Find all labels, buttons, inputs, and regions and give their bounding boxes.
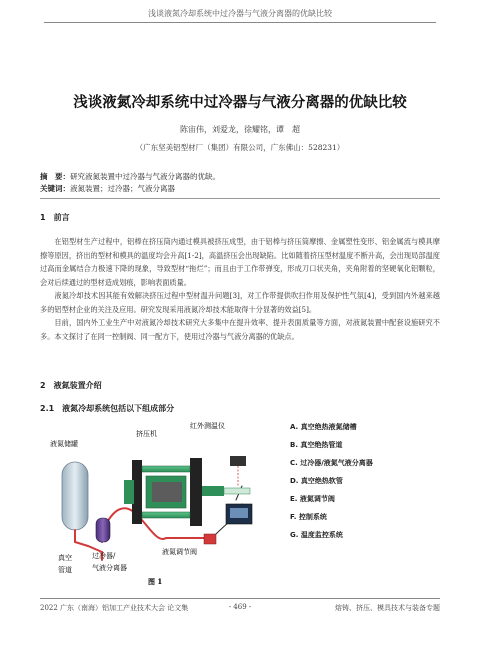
authors: 陈宙伟，刘爱龙，徐耀铭，谭 超 <box>180 125 300 134</box>
paper-title: 浅谈液氮冷却系统中过冷器与气液分离器的优缺比较 <box>73 95 407 111</box>
intro-paragraph-1: 在铝型材生产过程中，铝棒在挤压筒内通过模具被挤压成型，由于铝棒与挤压筒摩擦、金属塑性变形、铝金属流与模具摩擦等原因，挤出的型材和模具的温度均会升高[1-2]，高温挤压会出现缺陷。比如随着挤压型材温度不断升高，会出现局部温度过高而金属结合力极速下降的现象，导致型材“拖烂”；而且由于工作带弹变，形成刀口状夹角，夹角附着的坚硬氧化铝颗粒，会对后续通过的型材造成划痕，影响表面质量。 <box>40 237 440 287</box>
footer-left: 2022 广东（南海）铝加工产业技术大会 论文集 <box>40 604 189 612</box>
intro-paragraph-2: 液氮冷却技术因其能有效解决挤压过程中型材温升问题[3]，对工作带提供吹扫作用及保护性气氛[4]，受到国内外越来越多的铝型材企业的关注及应用。研究发现采用液氮冷却技术能取得十分显著的效益[5]。 <box>40 291 440 314</box>
section-heading-2-1: 2.1 液氮冷却系统包括以下组成部分 <box>40 404 175 413</box>
section-heading-1: 1 前言 <box>40 213 70 222</box>
liquid-nitrogen-tank <box>62 462 88 530</box>
keywords-text: 液氮装置；过冷器；气液分离器 <box>70 184 175 193</box>
label-separator-1: 过冷器/ <box>92 552 116 560</box>
legend-item-c: C. 过冷器/液氮气液分离器 <box>290 459 373 467</box>
running-header: 浅谈液氮冷却系统中过冷器与气液分离器的优缺比较 <box>148 9 332 18</box>
legend-item-d: D. 真空绝热软管 <box>290 477 343 485</box>
abstract-label: 摘 要： <box>40 172 70 181</box>
separator-vessel <box>96 518 110 542</box>
page-number: - 469 - <box>228 603 252 611</box>
label-ir: 红外测温仪 <box>190 422 225 430</box>
header-rule <box>44 22 436 23</box>
label-tank: 液氮储罐 <box>50 440 78 448</box>
figure-caption: 图 1 <box>148 577 163 586</box>
label-press: 挤压机 <box>136 430 157 438</box>
section-heading-2: 2 液氮装置介绍 <box>40 381 102 390</box>
label-valve: 液氮调节阀 <box>162 548 197 556</box>
infrared-thermometer <box>230 456 246 486</box>
liquid-nitrogen-system-diagram <box>40 418 280 590</box>
label-vacuum-pipe-2: 管道 <box>58 566 72 574</box>
liquid-nitrogen-valve <box>204 534 216 544</box>
keywords-label: 关键词： <box>40 184 70 193</box>
intro-paragraph-3: 目前，国内外工业生产中对液氮冷却技术研究大多集中在提升效率、提升表面质量等方面，对液氮装置中配套设施研究不多。本文探讨了在同一控制阀、同一配方下，使用过冷器与气液分离器的优缺点。 <box>40 318 440 341</box>
legend-item-e: E. 液氮调节阀 <box>290 495 335 503</box>
abstract-line <box>40 171 440 183</box>
affiliation: （广东坚美铝型材厂（集团）有限公司，广东佛山：528231） <box>135 143 345 152</box>
label-vacuum-pipe-1: 真空 <box>58 554 72 562</box>
footer-rule <box>40 598 440 599</box>
footer-right: 熔铸、挤压、模具技术与装备专题 <box>335 604 440 612</box>
abstract-rule <box>40 198 440 199</box>
legend-item-f: F. 控制系统 <box>290 513 327 521</box>
legend-item-a: A. 真空绝热液氮储槽 <box>290 423 357 431</box>
figure-legend <box>290 422 440 548</box>
legend-item-b: B. 真空绝热管道 <box>290 441 343 449</box>
label-separator-2: 气液分离器 <box>92 564 127 572</box>
control-system-box <box>226 504 252 524</box>
legend-item-g: G. 温度监控系统 <box>290 531 343 539</box>
intro-body <box>40 235 440 343</box>
keywords-line <box>40 183 440 195</box>
abstract-block <box>40 171 440 195</box>
abstract-text: 研究液氮装置中过冷器与气液分离器的优缺。 <box>70 172 220 181</box>
